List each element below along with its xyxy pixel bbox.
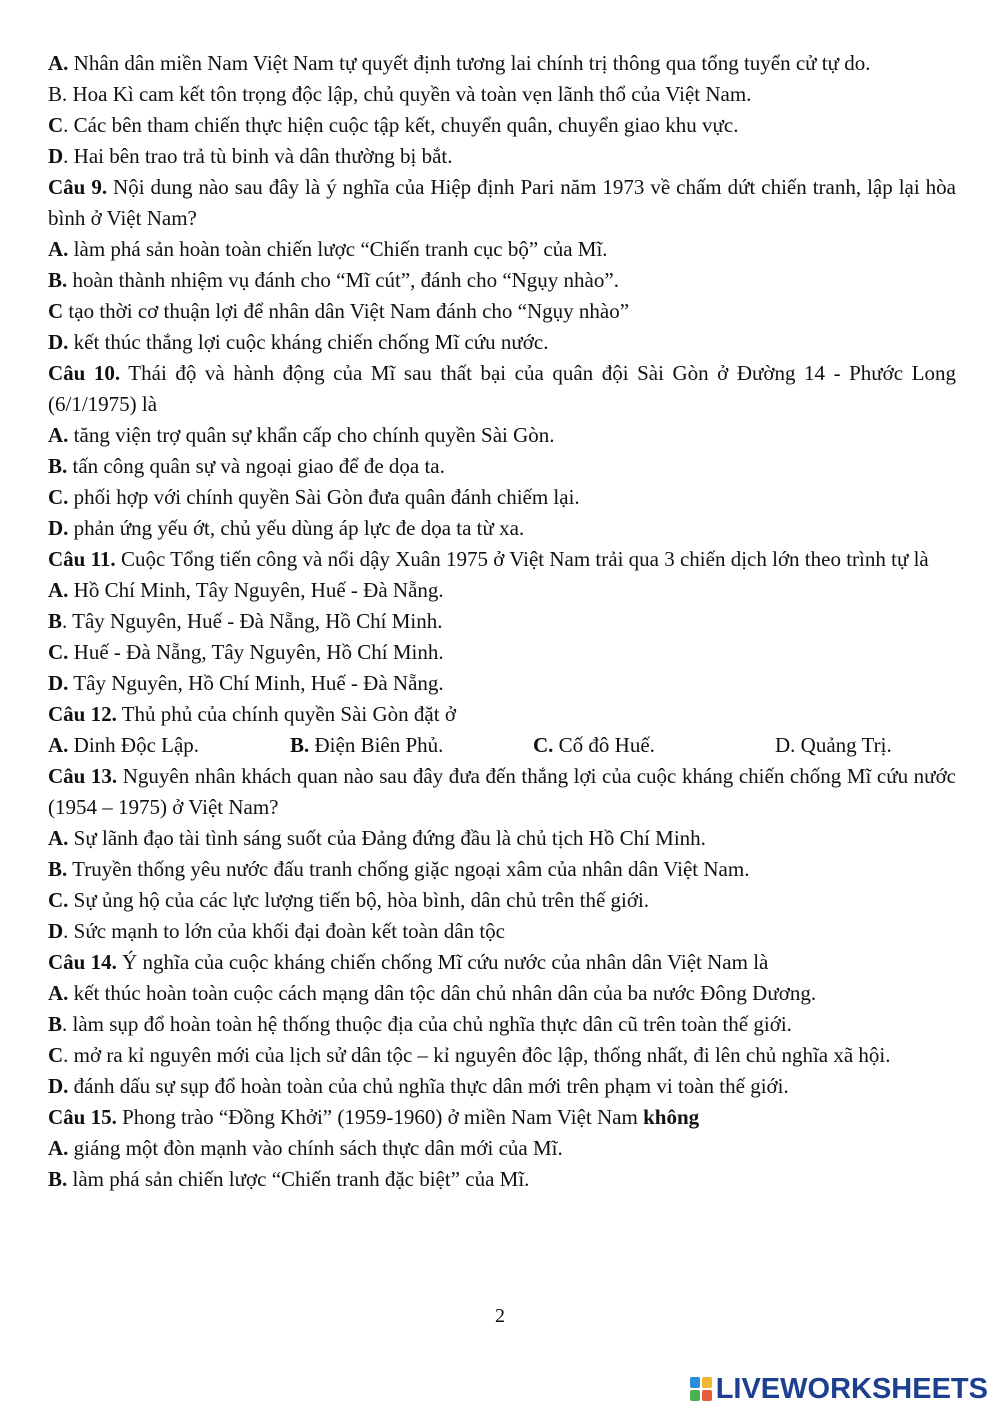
option-letter: B. <box>48 82 68 106</box>
option-text: làm phá sản chiến lược “Chiến tranh đặc biệt” của Mĩ. <box>67 1167 530 1191</box>
question-text: Phong trào “Đồng Khởi” (1959-1960) ở miền Nam Việt Nam <box>116 1105 644 1129</box>
answer-option <box>775 730 955 761</box>
question-label: Câu 12. <box>48 702 117 726</box>
option-text: làm phá sản hoàn toàn chiến lược “Chiến tranh cục bộ” của Mĩ. <box>68 237 608 261</box>
option-letter: D. <box>48 1074 69 1098</box>
option-text: Dinh Độc Lập. <box>68 733 200 757</box>
answer-option <box>48 327 956 358</box>
option-letter: A. <box>48 237 69 261</box>
option-text: Truyền thống yêu nước đấu tranh chống giặc ngoại xâm của nhân dân Việt Nam. <box>67 857 750 881</box>
option-letter: D. <box>48 516 69 540</box>
option-letter: A. <box>48 981 69 1005</box>
option-letter: D. <box>775 733 796 757</box>
question-label: Câu 13. <box>48 764 118 788</box>
option-letter: C <box>48 299 64 323</box>
option-text: kết thúc hoàn toàn cuộc cách mạng dân tộc dân chủ nhân dân của ba nước Đông Dương. <box>68 981 817 1005</box>
question-emphasis: không <box>643 1105 700 1129</box>
question-text: Cuộc Tổng tiến công và nổi dậy Xuân 1975 ở Việt Nam trải qua 3 chiến dịch lớn theo trình tự là <box>115 547 929 571</box>
option-text: Điện Biên Phủ. <box>309 733 444 757</box>
answer-option <box>48 482 956 513</box>
answer-option <box>48 48 956 79</box>
answer-option <box>48 451 956 482</box>
answer-option <box>48 420 956 451</box>
option-text: . mở ra kỉ nguyên mới của lịch sử dân tộc – kỉ nguyên đôc lập, thống nhất, đi lên chủ nghĩa xã hội. <box>63 1043 891 1067</box>
option-text: tăng viện trợ quân sự khẩn cấp cho chính quyền Sài Gòn. <box>68 423 555 447</box>
option-letter: D <box>48 919 64 943</box>
question <box>48 544 956 575</box>
answer-option <box>48 885 956 916</box>
question <box>48 947 956 978</box>
answer-option <box>48 141 956 172</box>
answer-option <box>48 637 956 668</box>
option-text: Hồ Chí Minh, Tây Nguyên, Huế - Đà Nẵng. <box>68 578 444 602</box>
question-text: Nguyên nhân khách quan nào sau đây đưa đến thắng lợi của cuộc kháng chiến chống Mĩ cứu nước (1954 – 1975) ở Việt Nam? <box>48 764 956 819</box>
option-text: phản ứng yếu ớt, chủ yếu dùng áp lực đe dọa ta từ xa. <box>68 516 525 540</box>
answer-option <box>48 265 956 296</box>
option-letter: A. <box>48 51 69 75</box>
option-letter: B. <box>290 733 310 757</box>
question-text: Ý nghĩa của cuộc kháng chiến chống Mĩ cứu nước của nhân dân Việt Nam là <box>116 950 769 974</box>
option-text: tạo thời cơ thuận lợi để nhân dân Việt Nam đánh cho “Ngụy nhào” <box>63 299 630 323</box>
answer-option <box>48 1164 956 1195</box>
answer-option <box>48 823 956 854</box>
option-text: Sự lãnh đạo tài tình sáng suốt của Đảng đứng đầu là chủ tịch Hồ Chí Minh. <box>68 826 706 850</box>
option-text: . Sức mạnh to lớn của khối đại đoàn kết toàn dân tộc <box>63 919 505 943</box>
question-text: Thủ phủ của chính quyền Sài Gòn đặt ở <box>116 702 456 726</box>
question-text: Thái độ và hành động của Mĩ sau thất bại của quân đội Sài Gòn ở Đường 14 - Phước Long (6/1/1975) là <box>48 361 956 416</box>
option-text: Quảng Trị. <box>795 733 892 757</box>
worksheet-content <box>48 48 956 1195</box>
answer-option <box>48 110 956 141</box>
option-text: . làm sụp đổ hoàn toàn hệ thống thuộc địa của chủ nghĩa thực dân cũ trên toàn thế giới. <box>62 1012 792 1036</box>
answer-option <box>48 1009 956 1040</box>
logo-mark-icon <box>690 1377 712 1401</box>
option-row <box>48 730 956 761</box>
option-text: tấn công quân sự và ngoại giao để đe dọa ta. <box>67 454 445 478</box>
option-text: Tây Nguyên, Hồ Chí Minh, Huế - Đà Nẵng. <box>68 671 444 695</box>
option-letter: D <box>48 144 64 168</box>
option-text: phối hợp với chính quyền Sài Gòn đưa quân đánh chiếm lại. <box>68 485 580 509</box>
option-text: đánh dấu sự sụp đổ hoàn toàn của chủ nghĩa thực dân mới trên phạm vi toàn thế giới. <box>68 1074 789 1098</box>
option-letter: C. <box>48 888 69 912</box>
option-text: . Các bên tham chiến thực hiện cuộc tập kết, chuyển quân, chuyển giao khu vực. <box>63 113 739 137</box>
option-letter: B. <box>48 268 68 292</box>
answer-option <box>48 575 956 606</box>
question-label: Câu 10. <box>48 361 121 385</box>
option-letter: B <box>48 1012 63 1036</box>
option-text: . Hai bên trao trả tù binh và dân thường bị bắt. <box>63 144 453 168</box>
answer-option <box>48 1071 956 1102</box>
question <box>48 761 956 823</box>
answer-option <box>48 978 956 1009</box>
answer-option <box>48 1040 956 1071</box>
page-number: 2 <box>495 1305 505 1327</box>
option-letter: A. <box>48 733 69 757</box>
question-text: Nội dung nào sau đây là ý nghĩa của Hiệp định Pari năm 1973 về chấm dứt chiến tranh, lập lại hòa bình ở Việt Nam? <box>48 175 956 230</box>
option-text: Cố đô Huế. <box>553 733 655 757</box>
option-letter: C <box>48 113 64 137</box>
option-letter: C. <box>533 733 554 757</box>
option-letter: A. <box>48 1136 69 1160</box>
option-text: Nhân dân miền Nam Việt Nam tự quyết định tương lai chính trị thông qua tổng tuyển cử tự do. <box>68 51 871 75</box>
answer-option <box>48 513 956 544</box>
question-label: Câu 15. <box>48 1105 117 1129</box>
option-text: giáng một đòn mạnh vào chính sách thực dân mới của Mĩ. <box>68 1136 563 1160</box>
option-text: Sự ủng hộ của các lực lượng tiến bộ, hòa bình, dân chủ trên thế giới. <box>68 888 650 912</box>
option-letter: B. <box>48 857 68 881</box>
option-text: hoàn thành nhiệm vụ đánh cho “Mĩ cút”, đánh cho “Ngụy nhào”. <box>67 268 619 292</box>
option-letter: A. <box>48 826 69 850</box>
question <box>48 699 956 730</box>
answer-option <box>48 668 956 699</box>
option-text: Hoa Kì cam kết tôn trọng độc lập, chủ quyền và toàn vẹn lãnh thổ của Việt Nam. <box>67 82 752 106</box>
question-label: Câu 14. <box>48 950 117 974</box>
liveworksheets-logo <box>690 1372 988 1406</box>
option-text: kết thúc thắng lợi cuộc kháng chiến chống Mĩ cứu nước. <box>68 330 549 354</box>
question <box>48 358 956 420</box>
answer-option <box>48 79 956 110</box>
answer-option <box>48 1133 956 1164</box>
option-letter: C. <box>48 640 69 664</box>
question <box>48 1102 956 1133</box>
answer-option <box>48 730 290 761</box>
option-letter: A. <box>48 423 69 447</box>
option-letter: D. <box>48 671 69 695</box>
question <box>48 172 956 234</box>
option-text: Huế - Đà Nẵng, Tây Nguyên, Hồ Chí Minh. <box>68 640 444 664</box>
answer-option <box>48 234 956 265</box>
option-letter: C <box>48 1043 64 1067</box>
option-letter: C. <box>48 485 69 509</box>
question-label: Câu 9. <box>48 175 108 199</box>
option-letter: B <box>48 609 63 633</box>
option-letter: A. <box>48 578 69 602</box>
answer-option <box>48 296 956 327</box>
answer-option <box>290 730 533 761</box>
answer-option <box>533 730 775 761</box>
answer-option <box>48 916 956 947</box>
option-letter: B. <box>48 1167 68 1191</box>
logo-text: LIVEWORKSHEETS <box>715 1372 988 1405</box>
question-label: Câu 11. <box>48 547 116 571</box>
option-letter: B. <box>48 454 68 478</box>
option-letter: D. <box>48 330 69 354</box>
option-text: . Tây Nguyên, Huế - Đà Nẵng, Hồ Chí Minh. <box>62 609 443 633</box>
answer-option <box>48 606 956 637</box>
answer-option <box>48 854 956 885</box>
